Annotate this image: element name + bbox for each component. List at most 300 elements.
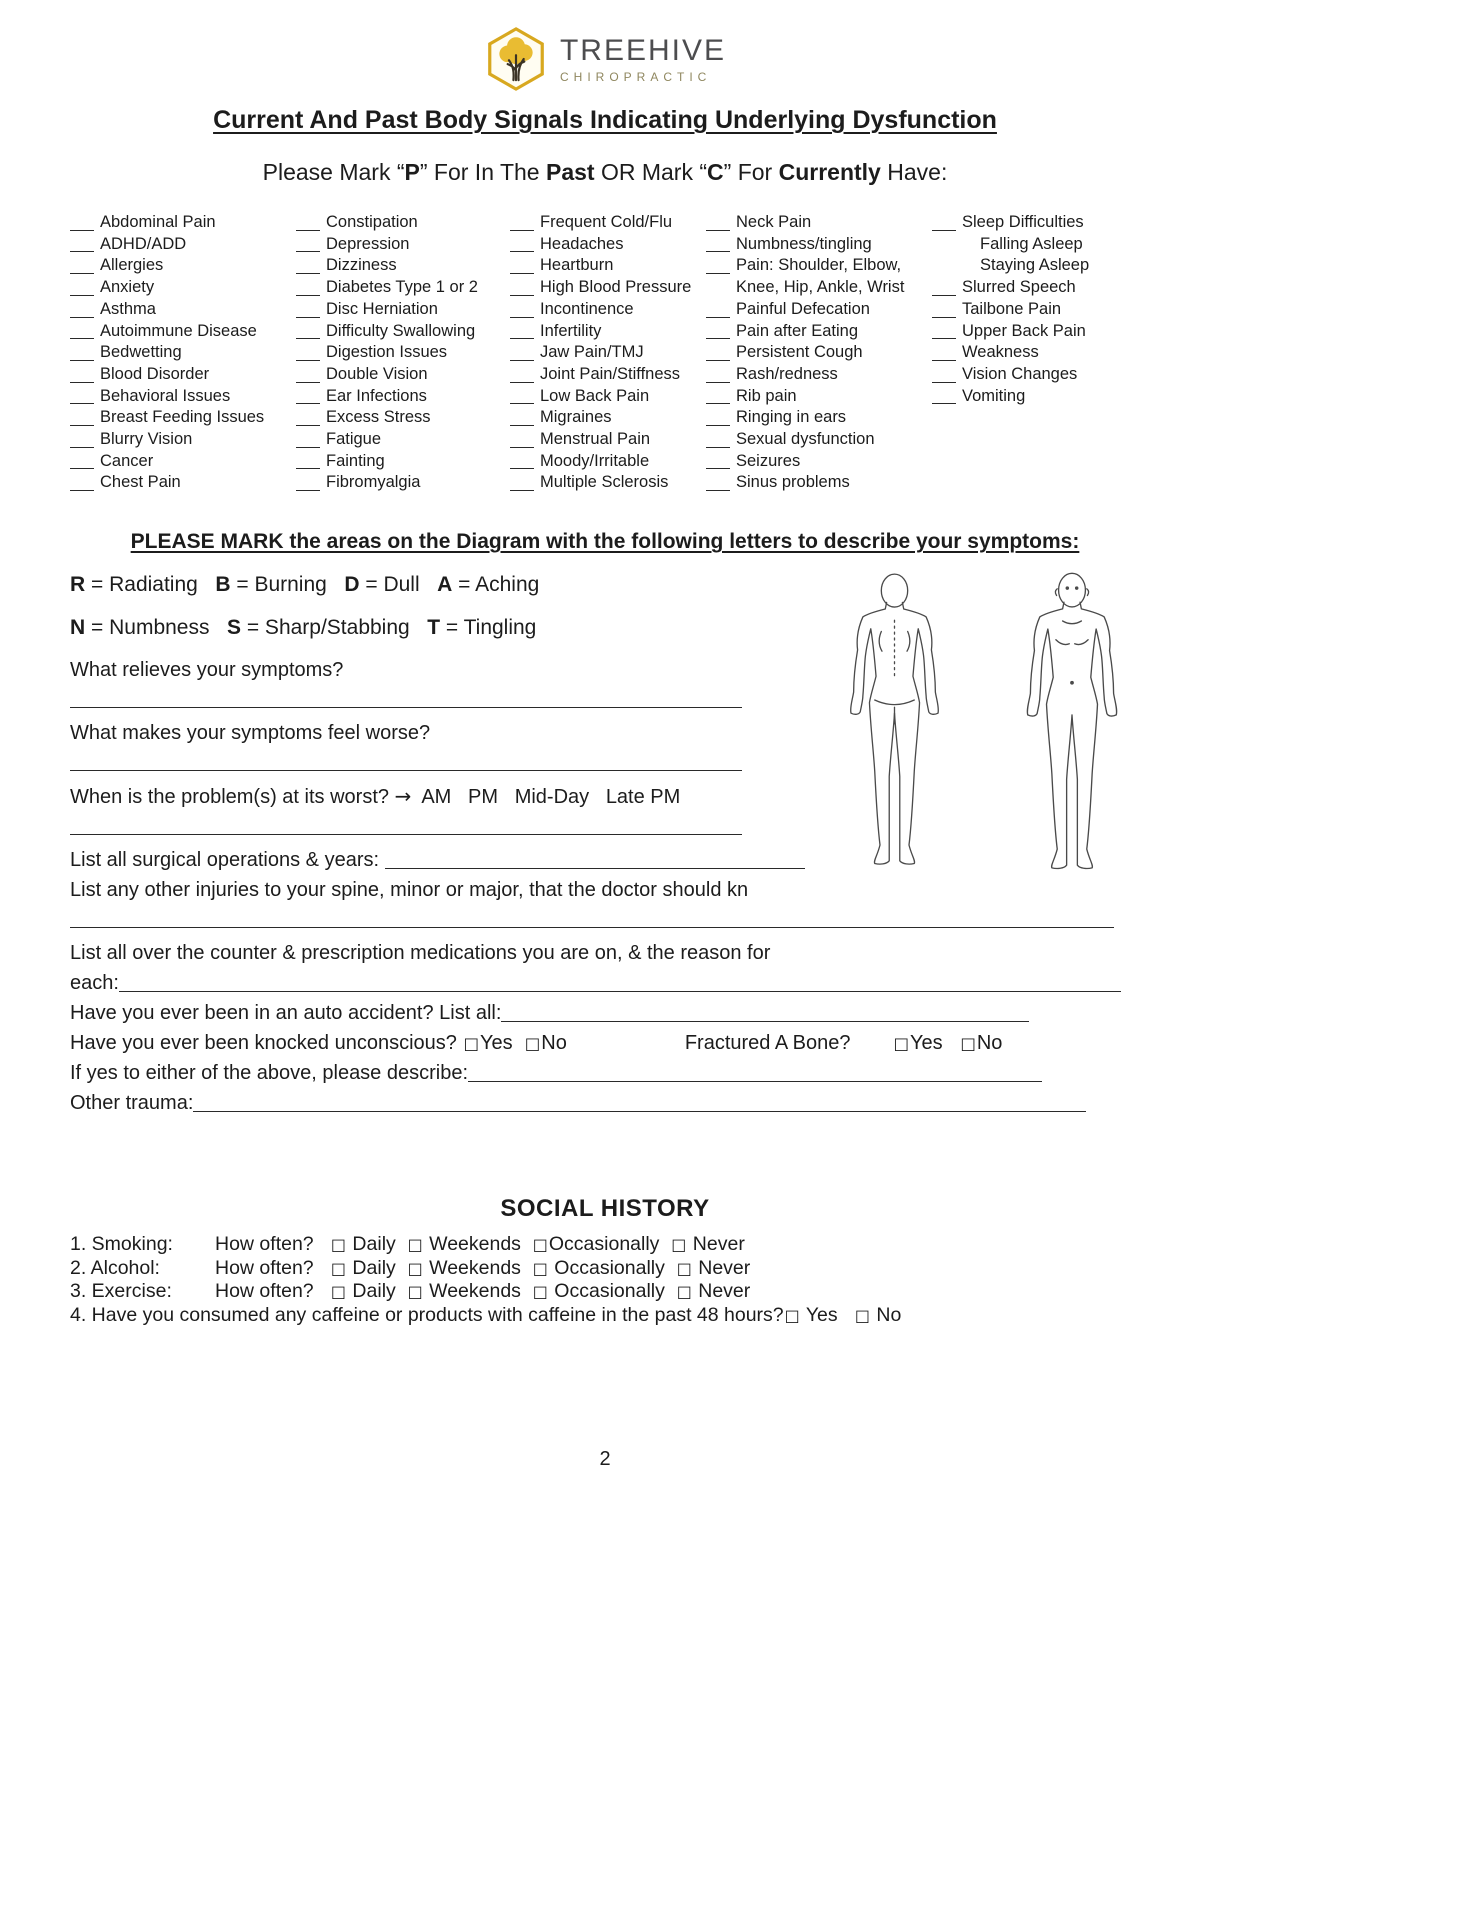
symptom-mark-blank[interactable] <box>70 490 94 491</box>
symptom-mark-blank[interactable] <box>70 338 94 339</box>
symptom-mark-blank[interactable] <box>296 468 320 469</box>
symptom-label: Incontinence <box>540 299 634 318</box>
text-segment <box>521 1257 532 1279</box>
text-segment: 1. Smoking: <box>70 1233 173 1256</box>
symptom-label: Autoimmune Disease <box>100 321 257 340</box>
symptom-mark-blank[interactable] <box>296 447 320 448</box>
symptom-item <box>706 255 932 277</box>
symptom-mark-blank[interactable] <box>296 295 320 296</box>
text-segment: D <box>344 573 360 597</box>
text-segment: each: <box>70 972 119 995</box>
symptom-item <box>70 299 296 321</box>
symptom-item <box>706 364 932 386</box>
fractured-no-label[interactable]: No <box>976 1032 1003 1055</box>
symptom-mark-blank[interactable] <box>510 338 534 339</box>
symptom-label: Chest Pain <box>100 473 181 492</box>
unconscious-fractured-question <box>70 1030 1140 1057</box>
symptom-label: Vomiting <box>962 386 1026 405</box>
symptom-mark-blank[interactable] <box>932 317 956 318</box>
text-segment: How often? <box>215 1256 330 1279</box>
symptom-label: Painful Defecation <box>736 299 870 318</box>
symptom-mark-blank[interactable] <box>706 447 730 448</box>
medications-answer-line <box>70 970 1140 997</box>
caffeine-no-checkbox[interactable]: □ <box>854 1305 871 1325</box>
symptom-label: Vision Changes <box>962 364 1078 383</box>
symptom-item <box>70 451 296 473</box>
text-segment: List all surgical operations & years: <box>70 849 385 872</box>
symptom-mark-blank[interactable] <box>706 338 730 339</box>
symptom-item <box>70 342 296 364</box>
alcohol-never-checkbox[interactable]: □ <box>676 1258 692 1278</box>
text-segment <box>498 786 515 808</box>
symptom-mark-blank[interactable] <box>510 295 534 296</box>
alcohol-weekends-label[interactable]: Weekends <box>423 1256 521 1279</box>
symptom-label: Asthma <box>100 299 156 318</box>
symptom-label: Digestion Issues <box>326 343 448 362</box>
symptom-item <box>296 234 510 256</box>
worst-midday-option[interactable]: Mid-Day <box>514 786 590 809</box>
diagram-heading: PLEASE MARK the areas on the Diagram with the following letters to describe your symptoms: <box>130 530 1080 554</box>
symptom-mark-blank[interactable] <box>296 230 320 231</box>
caffeine-yes-checkbox[interactable]: □ <box>784 1305 800 1325</box>
page-number: 2 <box>599 1448 611 1470</box>
symptom-item <box>70 277 296 299</box>
caffeine-line <box>70 1304 1140 1328</box>
symptom-mark-blank[interactable] <box>296 251 320 252</box>
symptom-mark-blank[interactable] <box>70 382 94 383</box>
text-segment: Have: <box>880 159 948 185</box>
symptom-item <box>70 472 296 494</box>
fractured-yes-checkbox[interactable]: □ <box>893 1034 909 1054</box>
symptom-mark-blank[interactable] <box>706 403 730 404</box>
text-segment: How often? <box>215 1233 330 1256</box>
text-segment: What makes your symptoms feel worse? <box>70 722 431 745</box>
symptom-label: Upper Back Pain <box>962 321 1086 340</box>
text-segment: What relieves your symptoms? <box>70 659 344 682</box>
symptom-label: Knee, Hip, Ankle, Wrist <box>736 278 905 297</box>
smoking-weekends-checkbox[interactable]: □ <box>407 1235 423 1255</box>
text-segment <box>589 786 606 808</box>
text-segment: = Aching <box>452 573 540 597</box>
spine-injuries-blank[interactable] <box>70 907 1114 928</box>
unconscious-yes-checkbox[interactable]: □ <box>463 1034 479 1054</box>
smoking-weekends-label[interactable]: Weekends <box>423 1233 521 1256</box>
text-segment: = Radiating <box>85 573 216 597</box>
text-segment: P <box>404 159 420 185</box>
symptom-column-4 <box>706 212 932 494</box>
describe-blank[interactable] <box>468 1061 1042 1082</box>
symptom-mark-blank[interactable] <box>706 251 730 252</box>
symptom-label: Sexual dysfunction <box>736 430 875 449</box>
symptom-label: Staying Asleep <box>980 256 1090 275</box>
smoking-never-label[interactable]: Never <box>687 1233 745 1256</box>
symptom-mark-blank[interactable] <box>70 468 94 469</box>
text-segment: List any other injuries to your spine, minor or major, that the doctor should kn <box>70 879 749 902</box>
text-segment: Fractured A Bone? <box>684 1032 851 1055</box>
symptom-item <box>296 212 510 234</box>
body-diagram <box>822 570 1147 892</box>
symptom-mark-blank[interactable] <box>296 317 320 318</box>
text-segment <box>838 1304 854 1326</box>
symptom-label: Fatigue <box>326 430 382 449</box>
symptom-column-3 <box>510 212 706 494</box>
symptom-label: Cancer <box>100 451 154 470</box>
surgical-operations-blank[interactable] <box>385 848 805 869</box>
symptom-label: Anxiety <box>100 278 155 297</box>
text-segment: = Numbness <box>85 616 227 640</box>
symptom-item <box>706 472 932 494</box>
symptom-item <box>932 212 1140 234</box>
worst-am-option[interactable]: AM <box>421 786 452 809</box>
exercise-occasionally-checkbox[interactable]: □ <box>532 1282 548 1302</box>
symptom-mark-blank[interactable] <box>706 273 730 274</box>
symptom-item <box>510 472 706 494</box>
spine-injuries-answer-line <box>70 906 1140 933</box>
text-segment: = Tingling <box>440 616 537 640</box>
problem-worst-blank[interactable] <box>70 814 742 835</box>
logo-text <box>560 34 726 84</box>
symptom-item <box>706 429 932 451</box>
symptom-label: Headaches <box>540 234 624 253</box>
exercise-weekends-label[interactable]: Weekends <box>423 1280 521 1303</box>
symptom-label: Blood Disorder <box>100 364 210 383</box>
symptom-item <box>510 321 706 343</box>
symptom-item <box>296 364 510 386</box>
symptom-mark-blank[interactable] <box>296 273 320 274</box>
text-segment: 4. Have you consumed any caffeine or products with caffeine in the past 48 hours? <box>70 1303 784 1326</box>
smoking-daily-label[interactable]: Daily <box>347 1233 396 1256</box>
symptom-item <box>70 255 296 277</box>
logo-brand: TREEHIVE <box>559 34 727 67</box>
symptom-item <box>296 255 510 277</box>
arrow-icon: → <box>394 784 412 809</box>
symptom-mark-blank[interactable] <box>70 230 94 231</box>
text-segment: Please Mark “ <box>262 159 405 185</box>
text-segment: Other trauma: <box>70 1092 194 1115</box>
smoking-line <box>70 1233 1140 1257</box>
symptom-item <box>296 407 510 429</box>
symptom-label: Menstrual Pain <box>540 430 651 449</box>
symptom-mark-blank[interactable] <box>70 295 94 296</box>
symptom-item <box>706 386 932 408</box>
symptom-item <box>706 321 932 343</box>
symptom-item <box>932 234 1140 256</box>
alcohol-weekends-checkbox[interactable]: □ <box>407 1258 423 1278</box>
symptom-mark-blank[interactable] <box>932 295 956 296</box>
symptom-label: Difficulty Swallowing <box>326 321 476 340</box>
symptom-item <box>70 429 296 451</box>
symptom-mark-blank[interactable] <box>510 425 534 426</box>
symptom-mark-blank[interactable] <box>510 230 534 231</box>
symptom-mark-blank[interactable] <box>932 403 956 404</box>
alcohol-never-label[interactable]: Never <box>692 1256 751 1279</box>
text-segment: OR Mark “ <box>594 159 708 185</box>
text-segment: ” For <box>723 159 779 185</box>
symptom-label: Sinus problems <box>736 473 850 492</box>
symptom-mark-blank[interactable] <box>296 382 320 383</box>
symptom-item <box>510 407 706 429</box>
symptom-label: Infertility <box>540 321 602 340</box>
text-segment: T <box>427 616 441 640</box>
symptom-label: Excess Stress <box>326 408 431 427</box>
text-segment: = Burning <box>230 573 345 597</box>
symptom-mark-blank[interactable] <box>510 251 534 252</box>
symptom-mark-blank[interactable] <box>296 360 320 361</box>
symptom-item <box>70 364 296 386</box>
alcohol-daily-label[interactable]: Daily <box>347 1256 396 1279</box>
symptom-mark-blank[interactable] <box>510 317 534 318</box>
symptom-mark-blank[interactable] <box>510 382 534 383</box>
symptom-label: Falling Asleep <box>980 234 1083 253</box>
symptom-mark-blank[interactable] <box>510 360 534 361</box>
symptom-label: Migraines <box>540 408 612 427</box>
symptom-item <box>296 429 510 451</box>
symptom-item <box>932 386 1140 408</box>
symptom-item <box>296 299 510 321</box>
text-segment <box>521 1233 532 1255</box>
social-history-heading: SOCIAL HISTORY <box>500 1195 710 1223</box>
symptom-item <box>510 451 706 473</box>
symptom-label: Multiple Sclerosis <box>540 473 669 492</box>
fractured-no-checkbox[interactable]: □ <box>960 1034 976 1054</box>
symptom-item <box>510 234 706 256</box>
alcohol-line <box>70 1257 1140 1281</box>
symptom-item <box>932 299 1140 321</box>
symptom-mark-blank[interactable] <box>932 230 956 231</box>
symptom-item <box>706 342 932 364</box>
symptom-label: Fainting <box>326 451 385 470</box>
symptom-item <box>296 277 510 299</box>
symptom-label: Double Vision <box>326 364 428 383</box>
symptom-label: Rash/redness <box>736 364 838 383</box>
caffeine-yes-label[interactable]: Yes <box>800 1303 838 1326</box>
symptom-mark-blank[interactable] <box>706 360 730 361</box>
symptom-mark-blank[interactable] <box>70 273 94 274</box>
symptom-mark-blank[interactable] <box>510 447 534 448</box>
text-segment: = Sharp/Stabbing <box>241 616 428 640</box>
symptom-item <box>932 342 1140 364</box>
symptom-label: Frequent Cold/Flu <box>540 213 673 231</box>
symptom-label: Seizures <box>736 451 801 470</box>
symptom-mark-blank[interactable] <box>70 447 94 448</box>
text-segment: N <box>70 616 86 640</box>
symptom-mark-blank[interactable] <box>70 403 94 404</box>
symptom-mark-blank[interactable] <box>706 468 730 469</box>
symptom-label: Diabetes Type 1 or 2 <box>326 278 478 297</box>
symptom-label: Depression <box>326 234 410 253</box>
symptom-label: ADHD/ADD <box>100 234 187 253</box>
symptom-label: Blurry Vision <box>100 430 193 449</box>
symptom-label: Ear Infections <box>326 386 427 405</box>
symptom-item <box>296 451 510 473</box>
symptom-label: Neck Pain <box>736 213 812 231</box>
symptom-item <box>510 299 706 321</box>
symptom-label: Rib pain <box>736 386 797 405</box>
symptom-mark-blank[interactable] <box>296 490 320 491</box>
diagram-section <box>70 530 1140 1117</box>
text-segment: B <box>215 573 231 597</box>
symptom-mark-blank[interactable] <box>70 360 94 361</box>
auto-accident-blank[interactable] <box>501 1001 1029 1022</box>
symptom-mark-blank[interactable] <box>706 425 730 426</box>
symptom-mark-blank[interactable] <box>296 425 320 426</box>
unconscious-no-checkbox[interactable]: □ <box>524 1034 541 1054</box>
text-segment: C <box>707 159 724 185</box>
text-segment: Currently <box>778 159 881 185</box>
other-trauma-blank[interactable] <box>193 1091 1086 1112</box>
symptom-label: Slurred Speech <box>962 278 1076 297</box>
text-segment: Past <box>545 159 595 185</box>
alcohol-occasionally-checkbox[interactable]: □ <box>532 1258 548 1278</box>
exercise-line <box>70 1280 1140 1304</box>
exercise-weekends-checkbox[interactable]: □ <box>407 1282 423 1302</box>
symptom-label: Breast Feeding Issues <box>100 408 265 427</box>
worst-latepm-option[interactable]: Late PM <box>605 786 681 809</box>
symptom-label: Heartburn <box>540 256 614 275</box>
symptom-item <box>70 234 296 256</box>
text-segment: = Dull <box>359 573 438 597</box>
exercise-occasionally-label[interactable]: Occasionally <box>548 1280 665 1303</box>
symptom-item <box>932 364 1140 386</box>
symptom-mark-blank[interactable] <box>510 273 534 274</box>
alcohol-daily-checkbox[interactable]: □ <box>330 1258 347 1278</box>
symptom-mark-blank[interactable] <box>932 382 956 383</box>
marking-instruction <box>70 159 1140 186</box>
describe-question <box>70 1060 1140 1087</box>
text-segment <box>521 1280 532 1302</box>
symptom-mark-blank[interactable] <box>510 490 534 491</box>
other-trauma-question <box>70 1090 1140 1117</box>
body-figure-back[interactable] <box>822 570 967 888</box>
symptom-mark-blank[interactable] <box>706 382 730 383</box>
symptom-label: Dizziness <box>326 256 397 275</box>
text-segment: 2. Alcohol: <box>70 1256 160 1279</box>
page-title: Current And Past Body Signals Indicating Underlying Dysfunction <box>213 106 997 134</box>
body-figure-front[interactable] <box>997 570 1147 892</box>
text-segment: If yes to either of the above, please describe: <box>70 1062 469 1085</box>
exercise-daily-label[interactable]: Daily <box>347 1280 396 1303</box>
caffeine-no-label[interactable]: No <box>871 1303 902 1326</box>
symptom-label: Joint Pain/Stiffness <box>540 364 681 383</box>
symptom-mark-blank[interactable] <box>296 403 320 404</box>
text-segment <box>659 1233 670 1255</box>
symptoms-worse-blank[interactable] <box>70 750 742 771</box>
text-segment: Have you ever been in an auto accident? List all: <box>70 1002 502 1025</box>
symptom-item <box>510 255 706 277</box>
symptom-item <box>932 277 1140 299</box>
text-segment <box>451 786 468 808</box>
symptom-label: Tailbone Pain <box>962 299 1062 318</box>
symptom-mark-blank[interactable] <box>70 317 94 318</box>
exercise-never-checkbox[interactable]: □ <box>676 1282 692 1302</box>
symptom-label: Moody/Irritable <box>540 451 650 470</box>
text-segment <box>513 1032 524 1054</box>
text-segment <box>396 1233 407 1255</box>
symptom-mark-blank[interactable] <box>70 251 94 252</box>
symptom-item <box>510 342 706 364</box>
text-segment <box>396 1257 407 1279</box>
symptom-label: Disc Herniation <box>326 299 438 318</box>
symptom-item <box>510 386 706 408</box>
symptom-item <box>510 212 706 234</box>
medications-question <box>70 940 1140 967</box>
symptom-item <box>70 212 296 234</box>
smoking-never-checkbox[interactable]: □ <box>671 1235 687 1255</box>
symptom-label: Sleep Difficulties <box>962 213 1084 231</box>
treehive-logo-icon <box>484 26 548 92</box>
symptom-label: Bedwetting <box>100 343 182 362</box>
text-segment: Have you ever been knocked unconscious? <box>70 1032 463 1055</box>
symptom-mark-blank[interactable] <box>510 403 534 404</box>
auto-accident-question <box>70 1000 1140 1027</box>
text-segment <box>943 1032 960 1054</box>
symptom-label: Pain after Eating <box>736 321 858 340</box>
symptom-item <box>296 386 510 408</box>
text-segment: A <box>437 573 453 597</box>
smoking-occasionally-checkbox[interactable]: □ <box>532 1235 548 1255</box>
social-history-lines <box>70 1233 1140 1327</box>
text-segment <box>411 786 421 808</box>
text-segment: When is the problem(s) at its worst? <box>70 786 395 809</box>
text-segment: ” For In The <box>419 159 546 185</box>
symptom-mark-blank[interactable] <box>932 338 956 339</box>
text-segment: List all over the counter & prescription medications you are on, & the reason for <box>70 942 771 965</box>
social-history-section <box>70 1195 1140 1327</box>
text-segment <box>665 1280 676 1302</box>
symptom-item <box>510 364 706 386</box>
symptom-checklist <box>70 212 1140 494</box>
symptom-mark-blank[interactable] <box>70 425 94 426</box>
exercise-never-label[interactable]: Never <box>692 1280 751 1303</box>
unconscious-yes-label[interactable]: Yes <box>479 1032 513 1055</box>
smoking-daily-checkbox[interactable]: □ <box>330 1235 347 1255</box>
symptom-mark-blank[interactable] <box>932 360 956 361</box>
symptom-mark-blank[interactable] <box>706 317 730 318</box>
symptom-label: Numbness/tingling <box>736 234 872 253</box>
symptom-mark-blank[interactable] <box>296 338 320 339</box>
symptom-mark-blank[interactable] <box>706 230 730 231</box>
text-segment: How often? <box>215 1280 330 1303</box>
symptom-item <box>70 407 296 429</box>
symptom-item <box>70 386 296 408</box>
symptom-mark-blank[interactable] <box>510 468 534 469</box>
symptom-label: Allergies <box>100 256 164 275</box>
symptom-mark-blank[interactable] <box>706 490 730 491</box>
symptom-item <box>296 342 510 364</box>
text-segment: R <box>70 573 86 597</box>
symptom-label: Behavioral Issues <box>100 386 231 405</box>
logo <box>70 26 1140 92</box>
unconscious-no-label[interactable]: No <box>541 1032 567 1055</box>
symptom-label: Pain: Shoulder, Elbow, <box>736 256 902 275</box>
exercise-daily-checkbox[interactable]: □ <box>330 1282 347 1302</box>
worst-pm-option[interactable]: PM <box>468 786 499 809</box>
symptom-column-2 <box>296 212 510 494</box>
relieves-symptoms-blank[interactable] <box>70 687 742 708</box>
symptom-item <box>706 277 932 299</box>
text-segment <box>665 1257 676 1279</box>
symptom-label: Fibromyalgia <box>326 473 421 492</box>
symptom-item <box>70 321 296 343</box>
alcohol-occasionally-label[interactable]: Occasionally <box>548 1256 665 1279</box>
fractured-yes-label[interactable]: Yes <box>910 1032 943 1055</box>
symptom-label: Ringing in ears <box>736 408 847 427</box>
symptom-label: Constipation <box>326 213 418 231</box>
medications-blank[interactable] <box>119 971 1121 992</box>
smoking-occasionally-label[interactable]: Occasionally <box>548 1233 660 1256</box>
symptom-label: Jaw Pain/TMJ <box>540 343 644 362</box>
symptom-label: Weakness <box>962 343 1039 362</box>
